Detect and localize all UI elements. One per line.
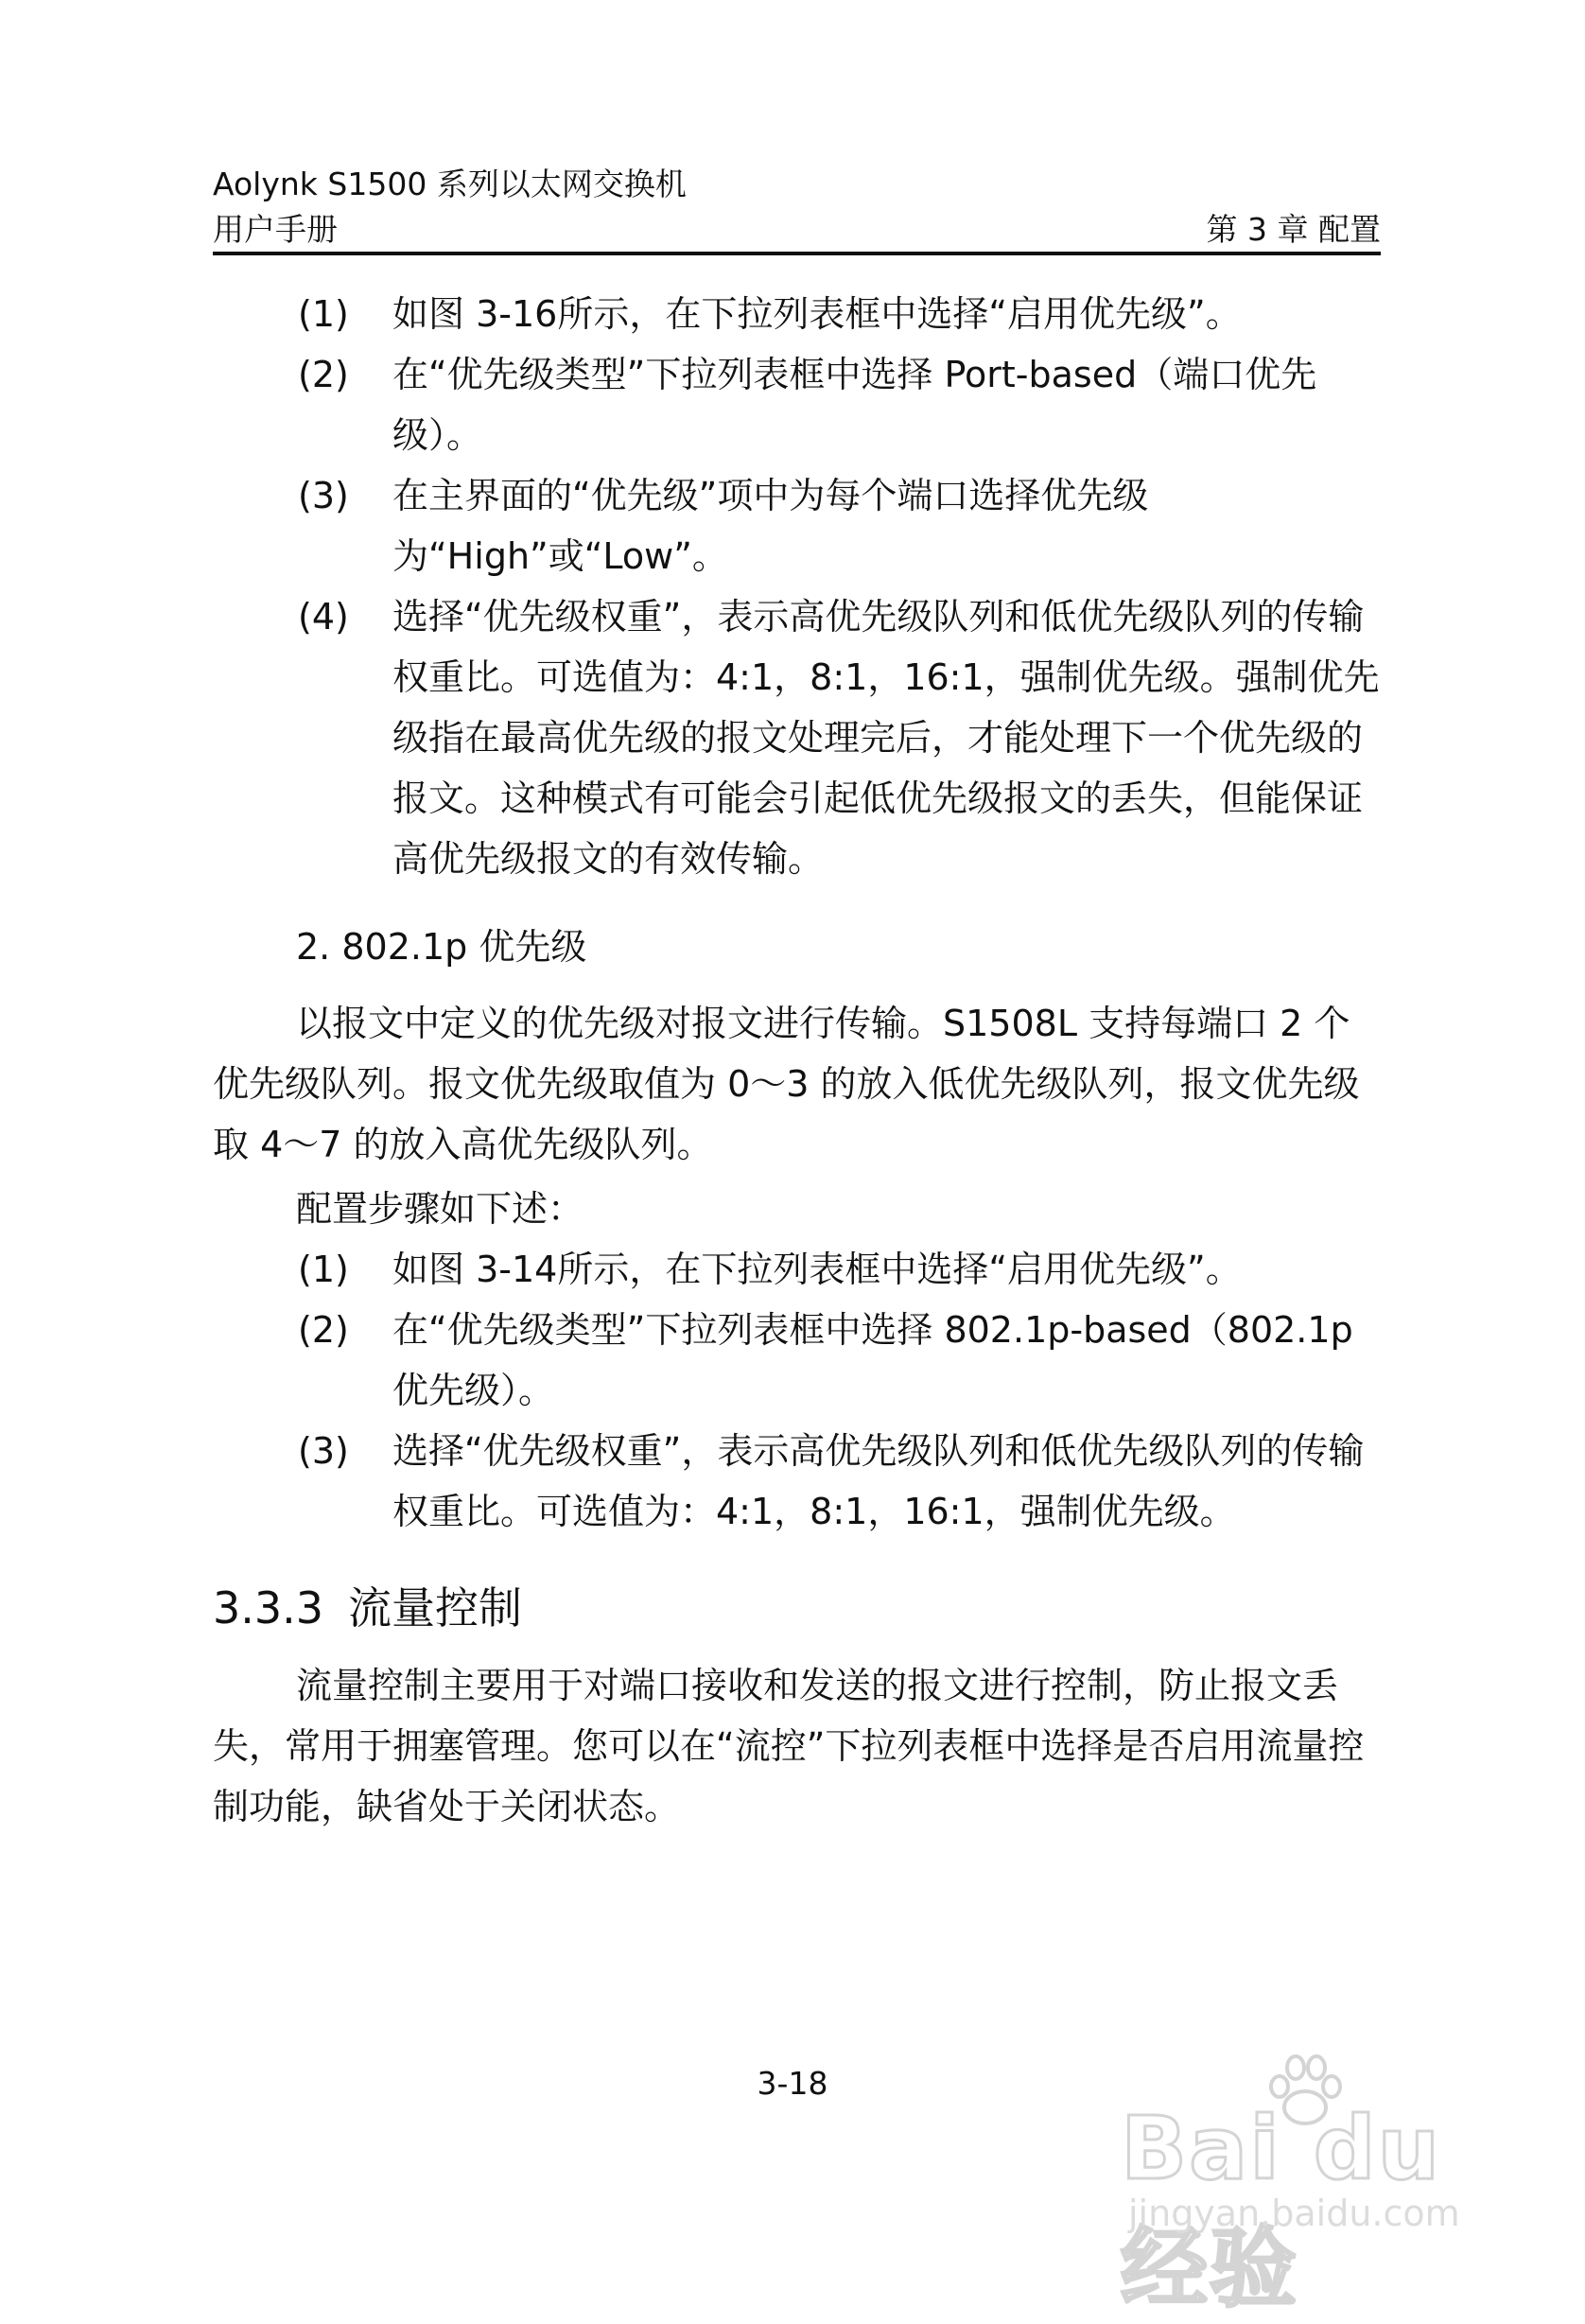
step-item <box>213 284 1381 344</box>
step-item <box>213 344 1381 465</box>
step-item <box>213 1239 1381 1300</box>
step-text: 在主界面的“优先级”项中为每个端口选择优先级为“High”或“Low”。 <box>392 475 1149 577</box>
baidu-watermark <box>1121 2053 1556 2319</box>
page-number: 3-18 <box>757 2065 828 2102</box>
watermark-brand: Bai du 经验 <box>1121 2098 1442 2319</box>
step-text: 选择“优先级权重”，表示高优先级队列和低优先级队列的传输权重比。可选值为：4:1，8:1，16:1，强制优先级。 <box>392 1430 1365 1532</box>
steps-intro: 配置步骤如下述： <box>296 1188 584 1230</box>
page-header <box>213 159 1381 255</box>
step-number: (4) <box>298 596 349 638</box>
step-item <box>213 1300 1381 1421</box>
section-number: 3.3.3 <box>213 1582 324 1634</box>
watermark-url: jingyan.baidu.com <box>1128 2193 1460 2234</box>
step-number: (2) <box>298 1309 349 1351</box>
step-text: 如图 3-14所示，在下拉列表框中选择“启用优先级”。 <box>392 1249 1242 1290</box>
subheading-8021p: 2. 802.1p 优先级 <box>296 926 587 968</box>
port-priority-steps <box>213 284 1381 889</box>
step-number: (1) <box>298 1249 349 1290</box>
manual-title: Aolynk S1500 系列以太网交换机 <box>213 166 687 202</box>
step-item <box>213 586 1381 889</box>
section-body: 流量控制主要用于对端口接收和发送的报文进行控制，防止报文丢失，常用于拥塞管理。您可以在“流控”下拉列表框中选择是否启用流量控制功能，缺省处于关闭状态。 <box>213 1665 1365 1827</box>
step-number: (2) <box>298 354 349 395</box>
section-title: 流量控制 <box>348 1582 523 1634</box>
step-text: 在“优先级类型”下拉列表框中选择 802.1p-based（802.1p 优先级）。 <box>392 1309 1353 1411</box>
paragraph-8021p: 以报文中定义的优先级对报文进行传输。S1508L 支持每端口 2 个优先级队列。报文优先级取值为 0～3 的放入低优先级队列，报文优先级取 4～7 的放入高优先级队列。 <box>213 1003 1360 1165</box>
section-heading <box>213 1570 1381 1646</box>
chapter-label: 第 3 章 配置 <box>1206 211 1381 248</box>
step-number: (1) <box>298 293 349 335</box>
manual-subtitle: 用户手册 <box>213 211 338 248</box>
8021p-priority-steps <box>213 1239 1381 1542</box>
step-text: 在“优先级类型”下拉列表框中选择 Port-based（端口优先级）。 <box>392 354 1317 456</box>
step-text: 如图 3-16所示，在下拉列表框中选择“启用优先级”。 <box>392 293 1242 335</box>
step-text: 选择“优先级权重”，表示高优先级队列和低优先级队列的传输权重比。可选值为：4:1，8:1，16:1，强制优先级。强制优先级指在最高优先级的报文处理完后，才能处理下一个优先级的报文。这种模式有可能会引起低优先级报文的丢失，但能保证高优先级报文的有效传输。 <box>392 596 1380 880</box>
page-body <box>213 284 1381 1837</box>
step-number: (3) <box>298 1430 349 1472</box>
step-item <box>213 465 1381 586</box>
step-item <box>213 1421 1381 1542</box>
step-number: (3) <box>298 475 349 516</box>
